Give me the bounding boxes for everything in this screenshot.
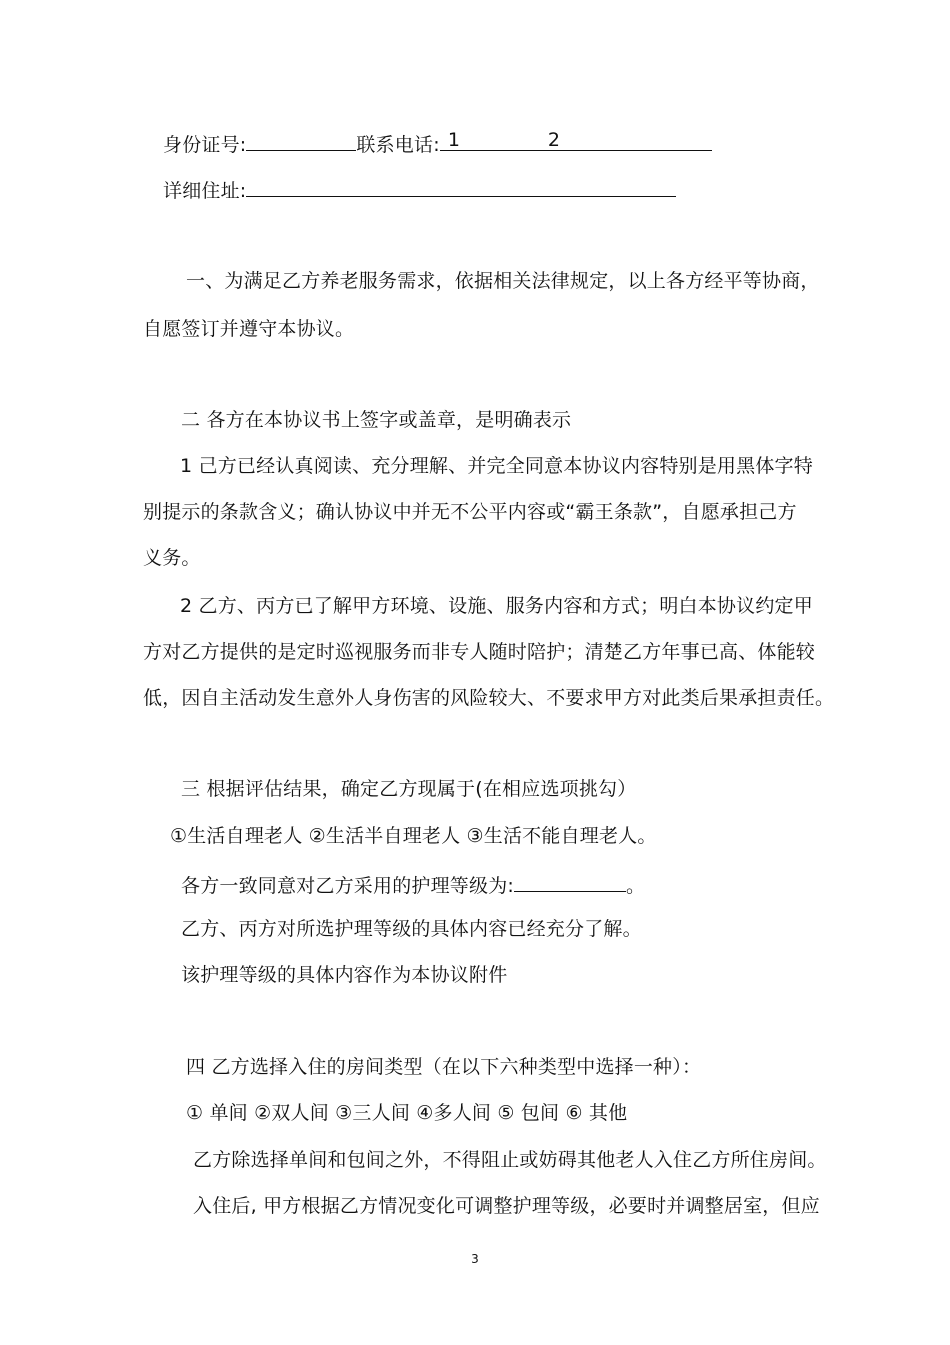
address-label: 详细住址: — [163, 180, 247, 202]
care-level-row — [181, 871, 645, 898]
section4-options: ① 单间 ②双人间 ③三人间 ④多人间 ⑤ 包间 ⑥ 其他 — [186, 1102, 628, 1124]
id-phone-row — [163, 130, 712, 157]
section3-appendix: 该护理等级的具体内容作为本协议附件 — [181, 964, 508, 986]
section2-item1-line2: 别提示的条款含义；确认协议中并无不公平内容或“霸王条款”，自愿承担己方 — [143, 501, 797, 523]
address-row — [163, 176, 676, 203]
section4-restriction: 乙方除选择单间和包间之外，不得阻止或妨碍其他老人入住乙方所住房间。 — [193, 1149, 827, 1171]
section3-heading: 三 根据评估结果，确定乙方现属于(在相应选项挑勾） — [181, 778, 637, 800]
section2-item2-line2: 方对乙方提供的是定时巡视服务而非专人随时陪护；清楚乙方年事已高、体能较 — [143, 641, 816, 663]
section2-item2-line1: 2 乙方、丙方已了解甲方环境、设施、服务内容和方式；明白本协议约定甲 — [180, 595, 813, 617]
section2-item1-line1: 1 己方已经认真阅读、充分理解、并完全同意本协议内容特别是用黑体字特 — [180, 455, 813, 477]
section1-line2: 自愿签订并遵守本协议。 — [143, 318, 355, 340]
section1-line1: 一、为满足乙方养老服务需求，依据相关法律规定，以上各方经平等协商， — [186, 270, 820, 292]
section2-heading: 二 各方在本协议书上签字或盖章，是明确表示 — [181, 409, 572, 431]
address-field[interactable] — [246, 176, 676, 197]
phone-field[interactable] — [440, 130, 712, 151]
section2-item2-line3: 低，因自主活动发生意外人身伤害的风险较大、不要求甲方对此类后果承担责任。 — [143, 687, 835, 709]
section4-heading: 四 乙方选择入住的房间类型（在以下六种类型中选择一种）： — [186, 1056, 702, 1078]
section3-options: ①生活自理老人 ②生活半自理老人 ③生活不能自理老人。 — [170, 825, 657, 847]
section3-understood: 乙方、丙方对所选护理等级的具体内容已经充分了解。 — [181, 918, 642, 940]
id-number-field[interactable] — [246, 130, 356, 151]
section4-adjust: 入住后, 甲方根据乙方情况变化可调整护理等级，必要时并调整居室，但应 — [193, 1195, 820, 1217]
care-level-field[interactable] — [514, 871, 626, 892]
section2-item1-line3: 义务。 — [143, 547, 201, 569]
phone-value-1: 1 — [447, 129, 461, 151]
care-level-suffix: 。 — [626, 875, 646, 897]
care-level-label: 各方一致同意对乙方采用的护理等级为: — [181, 875, 515, 897]
id-label: 身份证号: — [163, 134, 247, 156]
phone-value-2: 2 — [547, 129, 561, 151]
page-number: 3 — [471, 1252, 479, 1266]
phone-label: 联系电话: — [356, 134, 440, 156]
